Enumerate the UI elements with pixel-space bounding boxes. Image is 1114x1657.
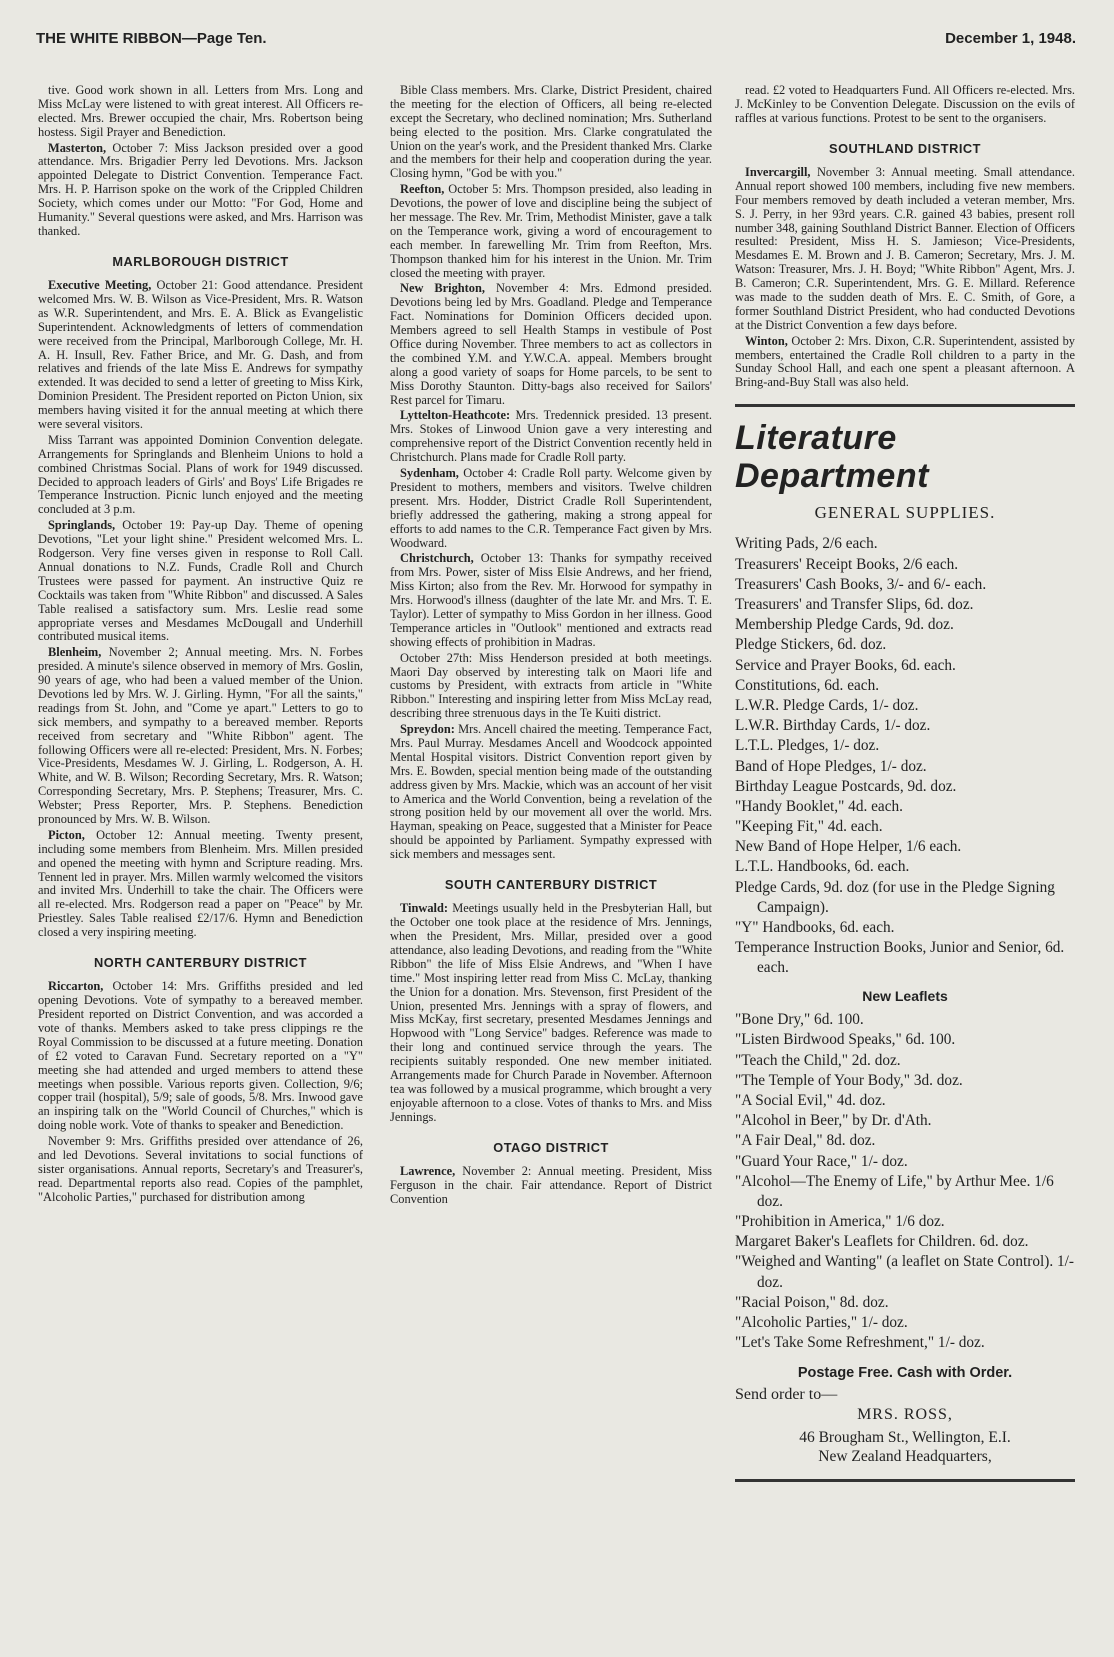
- supply-item: Birthday League Postcards, 9d. doz.: [735, 777, 957, 795]
- supply-item: Writing Pads, 2/6 each.: [735, 535, 878, 553]
- report-text: Meetings usually held in the Presbyterian Hall, but the October one took place at the residence of Mrs. Jennings, when the President, Mrs. Millar, presided over a good attendance, also leading Devotions, and reading from the "White Ribbon" the life of Miss Elsie Andrews, and "When I have time." Most inspiring letter read from Miss C. McLay, thanking the Union for a donation. Mrs. Stevenson, first President of the Union, presented Mrs. Jennings with a spray of flowers, and Miss McKay, first secretary, presented Mesdames Jennings and Hopwood with "Long Service" badges. Reference was made to their long and continued service through the years. The recipients suitably responded. One new member initiated. Arrangements made for Church Parade in November. Afternoon tea was followed by a musical programme, which brought a very enjoyable afternoon to a close. Votes of thanks to Mrs. and Miss Jennings.: [390, 901, 712, 1124]
- southland-reports: [735, 84, 1075, 390]
- leaflets-heading: New Leaflets: [862, 987, 948, 1004]
- report-text: November 2; Annual meeting. Mrs. N. Forbes presided. A minute's silence observed in memory of Mrs. Goslin, 90 years of age, who had been a valued member of the Union. Devotions led by Mrs. W. J. Girling. Hymn, "For all the saints," readings from St. John, and "Come ye apart." Letters to go to sick members, and sympathy to a bereaved member. Reports received from secretary and "White Ribbon" agent. The following Officers were all re-elected: President, Mrs. N. Forbes; Vice-Presidents, Mesdames W. J. Girling, L. Rodgerson, A. H. White, and W. B. Wilson; Recording Secretary, Mrs. R. Watson; Corresponding Secretary, Mrs. P. Stephens; Treasurer, Mrs. C. Webster; Press Reporter, Mrs. P. Stephens. Benediction pronounced by Mrs. W. B. Wilson.: [38, 645, 363, 826]
- report-text: October 21: Good attendance. President welcomed Mrs. W. B. Wilson as Vice-President, Mrs. R. Watson as W.R. Superintendent, and Mrs. E. A. Blick as Evangelistic Superintendent. Acknowledgments of letters of commendation were received from the Principal, Marlborough College, Mr. H. A. H. Insull, Rev. Father Brice, and Mr. G. Dash, and from relatives and friends of the late Miss E. Andrews for sympathy extended. It was decided to send a letter of greeting to Miss Kirk, Dominion President. The President reported on Picton Union, six members having visited it for the annual meeting at which there were several visitors.: [38, 278, 363, 432]
- report-paragraph: [390, 183, 712, 280]
- supply-item: Service and Prayer Books, 6d. each.: [735, 656, 956, 674]
- report-paragraph: [735, 166, 1075, 333]
- leaflet-item: "Weighed and Wanting" (a leaflet on State Control). 1/- doz.: [735, 1253, 1074, 1291]
- section-divider: [735, 404, 1075, 407]
- report-text: read. £2 voted to Headquarters Fund. All Officers re-elected. Mrs. J. McKinley to be Convention Delegate. Discussion on the evils of raffles at various functions. Protest to be sent to the organisers.: [735, 83, 1075, 125]
- report-paragraph: [390, 84, 712, 181]
- report-place-name: Reefton,: [400, 182, 445, 197]
- leaflet-item: Margaret Baker's Leaflets for Children. 6d. doz.: [735, 1233, 1029, 1251]
- leaflet-item: "Alcohol—The Enemy of Life," by Arthur Mee. 1/6 doz.: [735, 1172, 1054, 1210]
- contact-address: [735, 1429, 1075, 1466]
- leaflet-item: "A Fair Deal," 8d. doz.: [735, 1132, 876, 1150]
- supply-item: "Handy Booklet," 4d. each.: [735, 797, 903, 815]
- leaflet-item: "Teach the Child," 2d. doz.: [735, 1051, 901, 1069]
- publication-title: THE WHITE RIBBON—Page Ten.: [36, 30, 267, 47]
- leaflet-item: "Let's Take Some Refreshment," 1/- doz.: [735, 1334, 985, 1352]
- supply-item: Membership Pledge Cards, 9d. doz.: [735, 616, 954, 634]
- report-paragraph: [390, 1165, 712, 1207]
- report-text: November 3: Annual meeting. Small attendance. Annual report showed 100 members, including five new members. Four members removed by death included a veteran member, Mrs. S. J. Perry, in her 93rd years. C.R. gained 43 babies, present roll number 348, gaining Southland District Banner. Election of Officers resulted: President, Miss H. S. Jamieson; Vice-Presidents, Mesdames E. M. Brown and J. B. Cameron; Secretary, Mrs. J. M. Watson: Treasurer, Mrs. J. H. Boyd; "White Ribbon" Agent, Mrs. J. B. Cameron; C.R. Superintendent, Mrs. G. E. Millard. Reference was made to the sudden death of Mrs. E. C. Smith, of Gore, a former Southland District President, who had conducted Devotions at the District Convention a few days before.: [735, 165, 1075, 332]
- report-paragraph: [390, 552, 712, 649]
- report-paragraph: [390, 902, 712, 1124]
- report-place-name: New Brighton,: [400, 281, 485, 296]
- supply-item: Constitutions, 6d. each.: [735, 676, 880, 694]
- report-place-name: Winton,: [745, 333, 788, 348]
- report-paragraph: [38, 1135, 363, 1204]
- supply-item: L.W.R. Pledge Cards, 1/- doz.: [735, 696, 919, 714]
- district-heading: MARLBOROUGH DISTRICT: [112, 253, 289, 269]
- supply-item: Pledge Cards, 9d. doz (for use in the Pledge Signing Campaign).: [735, 878, 1055, 916]
- report-text: Miss Tarrant was appointed Dominion Convention delegate. Arrangements for Springlands and Blenheim Unions to hold a combined Christmas Social. Plans of work for 1949 discussed. Decided to approach leaders of Girls' and Boys' Life Brigades re Temperance Instruction. Picnic lunch enjoyed and the meeting concluded at 3 p.m.: [38, 432, 363, 517]
- report-place-name: Springlands,: [48, 518, 116, 533]
- column-2: [390, 84, 712, 1209]
- bottom-divider: [735, 1479, 1075, 1482]
- report-place-name: Spreydon:: [400, 722, 455, 737]
- literature-subtitle: GENERAL SUPPLIES.: [814, 503, 996, 523]
- address-line-2: New Zealand Headquarters,: [818, 1448, 992, 1466]
- leaflet-item: "Bone Dry," 6d. 100.: [735, 1011, 864, 1029]
- report-text: Mrs. Tredennick presided. 13 present. Mrs. Stokes of Linwood Union gave a very interesting and comprehensive report of the District Convention recently held in Christchurch. Plans made for Cradle Roll party.: [390, 408, 712, 465]
- supplies-list: [735, 534, 1075, 978]
- report-place-name: Lawrence,: [400, 1163, 456, 1178]
- report-text: October 4: Cradle Roll party. Welcome given by President to mothers, members and visitors. Twelve children present. Mrs. Hodder, District Cradle Roll Superintendent, briefly addressed the gathering, making a strong appeal for efforts to add names to the C.R. Temperance Fact given by Mrs. Woodward.: [390, 466, 712, 550]
- report-paragraph: [38, 279, 363, 432]
- report-text: October 7: Miss Jackson presided over a good attendance. Mrs. Brigadier Perry led Devotions. Mrs. Jackson appointed Delegate to District Convention. Temperance Fact. Mrs. H. P. Harrison spoke on the work of the Crippled Children Society, which comes under our Motto: "For God, Home and Humanity." Several questions were asked, and Mrs. Harrison was thanked.: [38, 140, 363, 238]
- send-order-label: Send order to—: [735, 1385, 838, 1403]
- report-place-name: Riccarton,: [48, 979, 104, 994]
- report-paragraph: [735, 335, 1075, 391]
- report-paragraph: [390, 467, 712, 550]
- leaflet-item: "A Social Evil," 4d. doz.: [735, 1091, 886, 1109]
- report-paragraph: [38, 434, 363, 517]
- leaflet-item: "Guard Your Race," 1/- doz.: [735, 1152, 908, 1170]
- report-paragraph: [390, 723, 712, 862]
- report-paragraph: [390, 282, 712, 407]
- report-paragraph: [38, 980, 363, 1133]
- address-line-1: 46 Brougham St., Wellington, E.I.: [799, 1429, 1011, 1447]
- supply-item: "Keeping Fit," 4d. each.: [735, 818, 883, 836]
- report-place-name: Lyttelton-Heathcote:: [400, 408, 511, 423]
- district-heading: SOUTH CANTERBURY DISTRICT: [444, 876, 658, 892]
- leaflet-item: "Prohibition in America," 1/6 doz.: [735, 1213, 945, 1231]
- report-text: November 2: Annual meeting. President, Miss Ferguson in the chair. Fair attendance. Report of District Convention: [390, 1163, 712, 1206]
- report-text: Mrs. Ancell chaired the meeting. Temperance Fact, Mrs. Paul Murray. Mesdames Ancell and Woodcock appointed Mental Hospital visitors. District Convention report given by Mrs. E. Bowden, special mention being made of the outstanding address given by Mrs. Mackie, which was an account of her visit to America and the World Convention, being a revelation of the strong position held by our movement all over the world. Mrs. Hayman, speaking on Peace, suggested that a Minister for Peace should be appointed by Parliament. Sympathy expressed with sick members and messages sent.: [390, 722, 712, 862]
- supply-item: Temperance Instruction Books, Junior and Senior, 6d. each.: [735, 939, 1065, 977]
- supply-item: New Band of Hope Helper, 1/6 each.: [735, 838, 962, 856]
- report-place-name: Invercargill,: [745, 165, 811, 179]
- district-heading: NORTH CANTERBURY DISTRICT: [94, 954, 307, 970]
- district-heading: OTAGO DISTRICT: [493, 1139, 609, 1155]
- report-paragraph: [38, 646, 363, 827]
- report-text: October 12: Annual meeting. Twenty present, including some members from Blenheim. Mrs. Millen presided and opened the meeting with hymn and Scripture reading. Mrs. Tennent led in prayer. Mrs. Millen warmly welcomed the visitors and invited Mrs. Underhill to take the chair. The Officers were all re-elected. Mrs. Rodgerson read a paper on "Peace" by Mr. Priestley. Sales Table realised £2/17/6. Hymn and Benediction closed a very inspiring meeting.: [38, 827, 363, 940]
- report-text: October 27th: Miss Henderson presided at both meetings. Maori Day observed by interesting talk on Maori life and customs by President, with extracts from article in "White Ribbon." Interesting and inspiring letter from Miss McLay read, describing three strenuous days in the Te Kuiti district.: [390, 650, 712, 721]
- contact-name: MRS. ROSS,: [857, 1405, 953, 1423]
- report-text: tive. Good work shown in all. Letters from Mrs. Long and Miss McLay were listened to with great interest. All Officers re-elected. Mrs. Brewer occupied the chair, Mrs. Robertson being hostess. Sigil Prayer and Benediction.: [38, 83, 363, 139]
- column-3: [735, 84, 1075, 1494]
- report-paragraph: [390, 652, 712, 721]
- report-paragraph: [38, 519, 363, 644]
- report-text: October 5: Mrs. Thompson presided, also leading in Devotions, the power of love and discipline being the subject of her message. The Rev. Mr. Trim, Methodist Minister, gave a talk on the Temperance work, giving a word of encouragement to each member. In farewelling Mr. Trim from Reefton, Mrs. Thompson thanked him for his interest in the Union. Mr. Trim closed the meeting with prayer.: [390, 182, 712, 280]
- district-heading: SOUTHLAND DISTRICT: [829, 140, 981, 156]
- leaflet-item: "Alcoholic Parties," 1/- doz.: [735, 1314, 908, 1332]
- literature-title: Literature Department: [735, 419, 929, 496]
- report-paragraph: [390, 409, 712, 465]
- postage-note: Postage Free. Cash with Order.: [797, 1365, 1013, 1382]
- supply-item: Treasurers' and Transfer Slips, 6d. doz.: [735, 596, 974, 613]
- supply-item: Treasurers' Receipt Books, 2/6 each.: [735, 555, 959, 573]
- report-place-name: Sydenham,: [400, 466, 459, 481]
- report-paragraph: [735, 84, 1075, 126]
- leaflet-item: "Alcohol in Beer," by Dr. d'Ath.: [735, 1112, 932, 1130]
- supply-item: L.W.R. Birthday Cards, 1/- doz.: [735, 717, 931, 735]
- report-text: November 9: Mrs. Griffiths presided over attendance of 26, and led Devotions. Several invitations to social functions of sister organisations. Annual reports, Secretary's and Treasurer's, read. Departmental reports also read. Copies of the pamphlet, "Alcoholic Parties," purchased for distribution among: [38, 1134, 363, 1204]
- report-text: October 19: Pay-up Day. Theme of opening Devotions, "Let your light shine." President welcomed Mrs. L. Rodgerson. Very fine verses given in response to Roll Call. Annual donations to N.Z. Funds, Cradle Roll and Church Trustees were passed for payment. An instructive Quiz re Cocktails was taken from "White Ribbon" and discussed. A Sales Table realised a satisfactory sum. Mrs. Leslie read some appropriate verses and Mesdames McDougall and Underhill contributed musical items.: [38, 518, 363, 644]
- report-place-name: Christchurch,: [400, 551, 474, 566]
- column-1: [38, 84, 363, 1207]
- report-place-name: Executive Meeting,: [48, 278, 152, 293]
- literature-department: [735, 419, 1075, 1466]
- report-text: October 2: Mrs. Dixon, C.R. Superintendent, assisted by members, entertained the Cradle Roll children to a party in the Sunday School Hall, and each one spent a pleasant afternoon. A Bring-and-Buy Stall was also held.: [735, 333, 1075, 390]
- report-paragraph: [38, 84, 363, 140]
- supply-item: Band of Hope Pledges, 1/- doz.: [735, 757, 927, 775]
- report-place-name: Blenheim,: [48, 645, 102, 660]
- supply-item: L.T.L. Pledges, 1/- doz.: [735, 737, 880, 755]
- supply-item: Pledge Stickers, 6d. doz.: [735, 636, 887, 654]
- report-place-name: Tinwald:: [400, 901, 448, 916]
- leaflet-item: "Racial Poison," 8d. doz.: [735, 1293, 889, 1311]
- report-paragraph: [38, 829, 363, 940]
- report-text: October 13: Thanks for sympathy received from Mrs. Power, sister of Miss Elsie Andrews, and her friend, Miss Kirton; also from the Rev. Mr. Horwood for sympathy in Mrs. Horwood's illness (daughter of the late Mr. and Mrs. T. E. Taylor). Letter of sympathy to Miss Gordon in her illness. Good Temperance articles in "Outlook" mentioned and extracts read showing effects of prohibition in Madras.: [390, 551, 712, 649]
- report-place-name: Masterton,: [48, 140, 107, 155]
- leaflets-list: [735, 1010, 1075, 1353]
- report-place-name: Picton,: [48, 827, 85, 842]
- report-text: November 4: Mrs. Edmond presided. Devotions being led by Mrs. Goadland. Pledge and Temperance Fact. Nominations for Dominion Officers decided upon. Members agreed to sell Health Stamps in vestibule of Post Office during November. Three members to act as collectors in the combined Y.M. and Y.W.C.A. appeal. Members brought along a good variety of soaps for Home parcels, to be sent to Miss Dorothy Staunton. Ditty-bags also received for Sailors' Rest parcel for Timaru.: [390, 281, 712, 407]
- issue-date: December 1, 1948.: [945, 30, 1076, 47]
- supply-item: Treasurers' Cash Books, 3/- and 6/- each.: [735, 575, 987, 593]
- leaflet-item: "Listen Birdwood Speaks," 6d. 100.: [735, 1031, 956, 1049]
- leaflet-item: "The Temple of Your Body," 3d. doz.: [735, 1071, 963, 1089]
- supply-item: "Y" Handbooks, 6d. each.: [735, 919, 895, 936]
- report-paragraph: [38, 142, 363, 239]
- page-header: [36, 30, 1076, 54]
- supply-item: L.T.L. Handbooks, 6d. each.: [735, 858, 910, 876]
- report-text: Bible Class members. Mrs. Clarke, District President, chaired the meeting for the election of Officers, all being re-elected except the Secretary, who declined nomination; Mrs. Sutherland being elected to the position. Mrs. Clarke congratulated the Union on the year's work, and the President thanked Mrs. Clarke and the members for their help and cooperation during the year. Closing hymn, "God be with you.": [390, 83, 712, 181]
- report-text: October 14: Mrs. Griffiths presided and led opening Devotions. Vote of sympathy to a bereaved member. President reported on District Convention, and was accorded a vote of thanks. Members asked to take press clippings re the Royal Commission to be discussed at a future meeting. Donation of £2 voted to Caravan Fund. Secretary reported on a "Y" meeting she had attended and urged members to attend these meetings when possible. Various reports given. Collection, 9/6; copper trail (hospital), 5/9; sale of goods, 5/8. Mrs. Inwood gave an inspiring talk on the "World Council of Churches," which is doing noble work. Vote of thanks to speaker and Benediction.: [38, 979, 363, 1133]
